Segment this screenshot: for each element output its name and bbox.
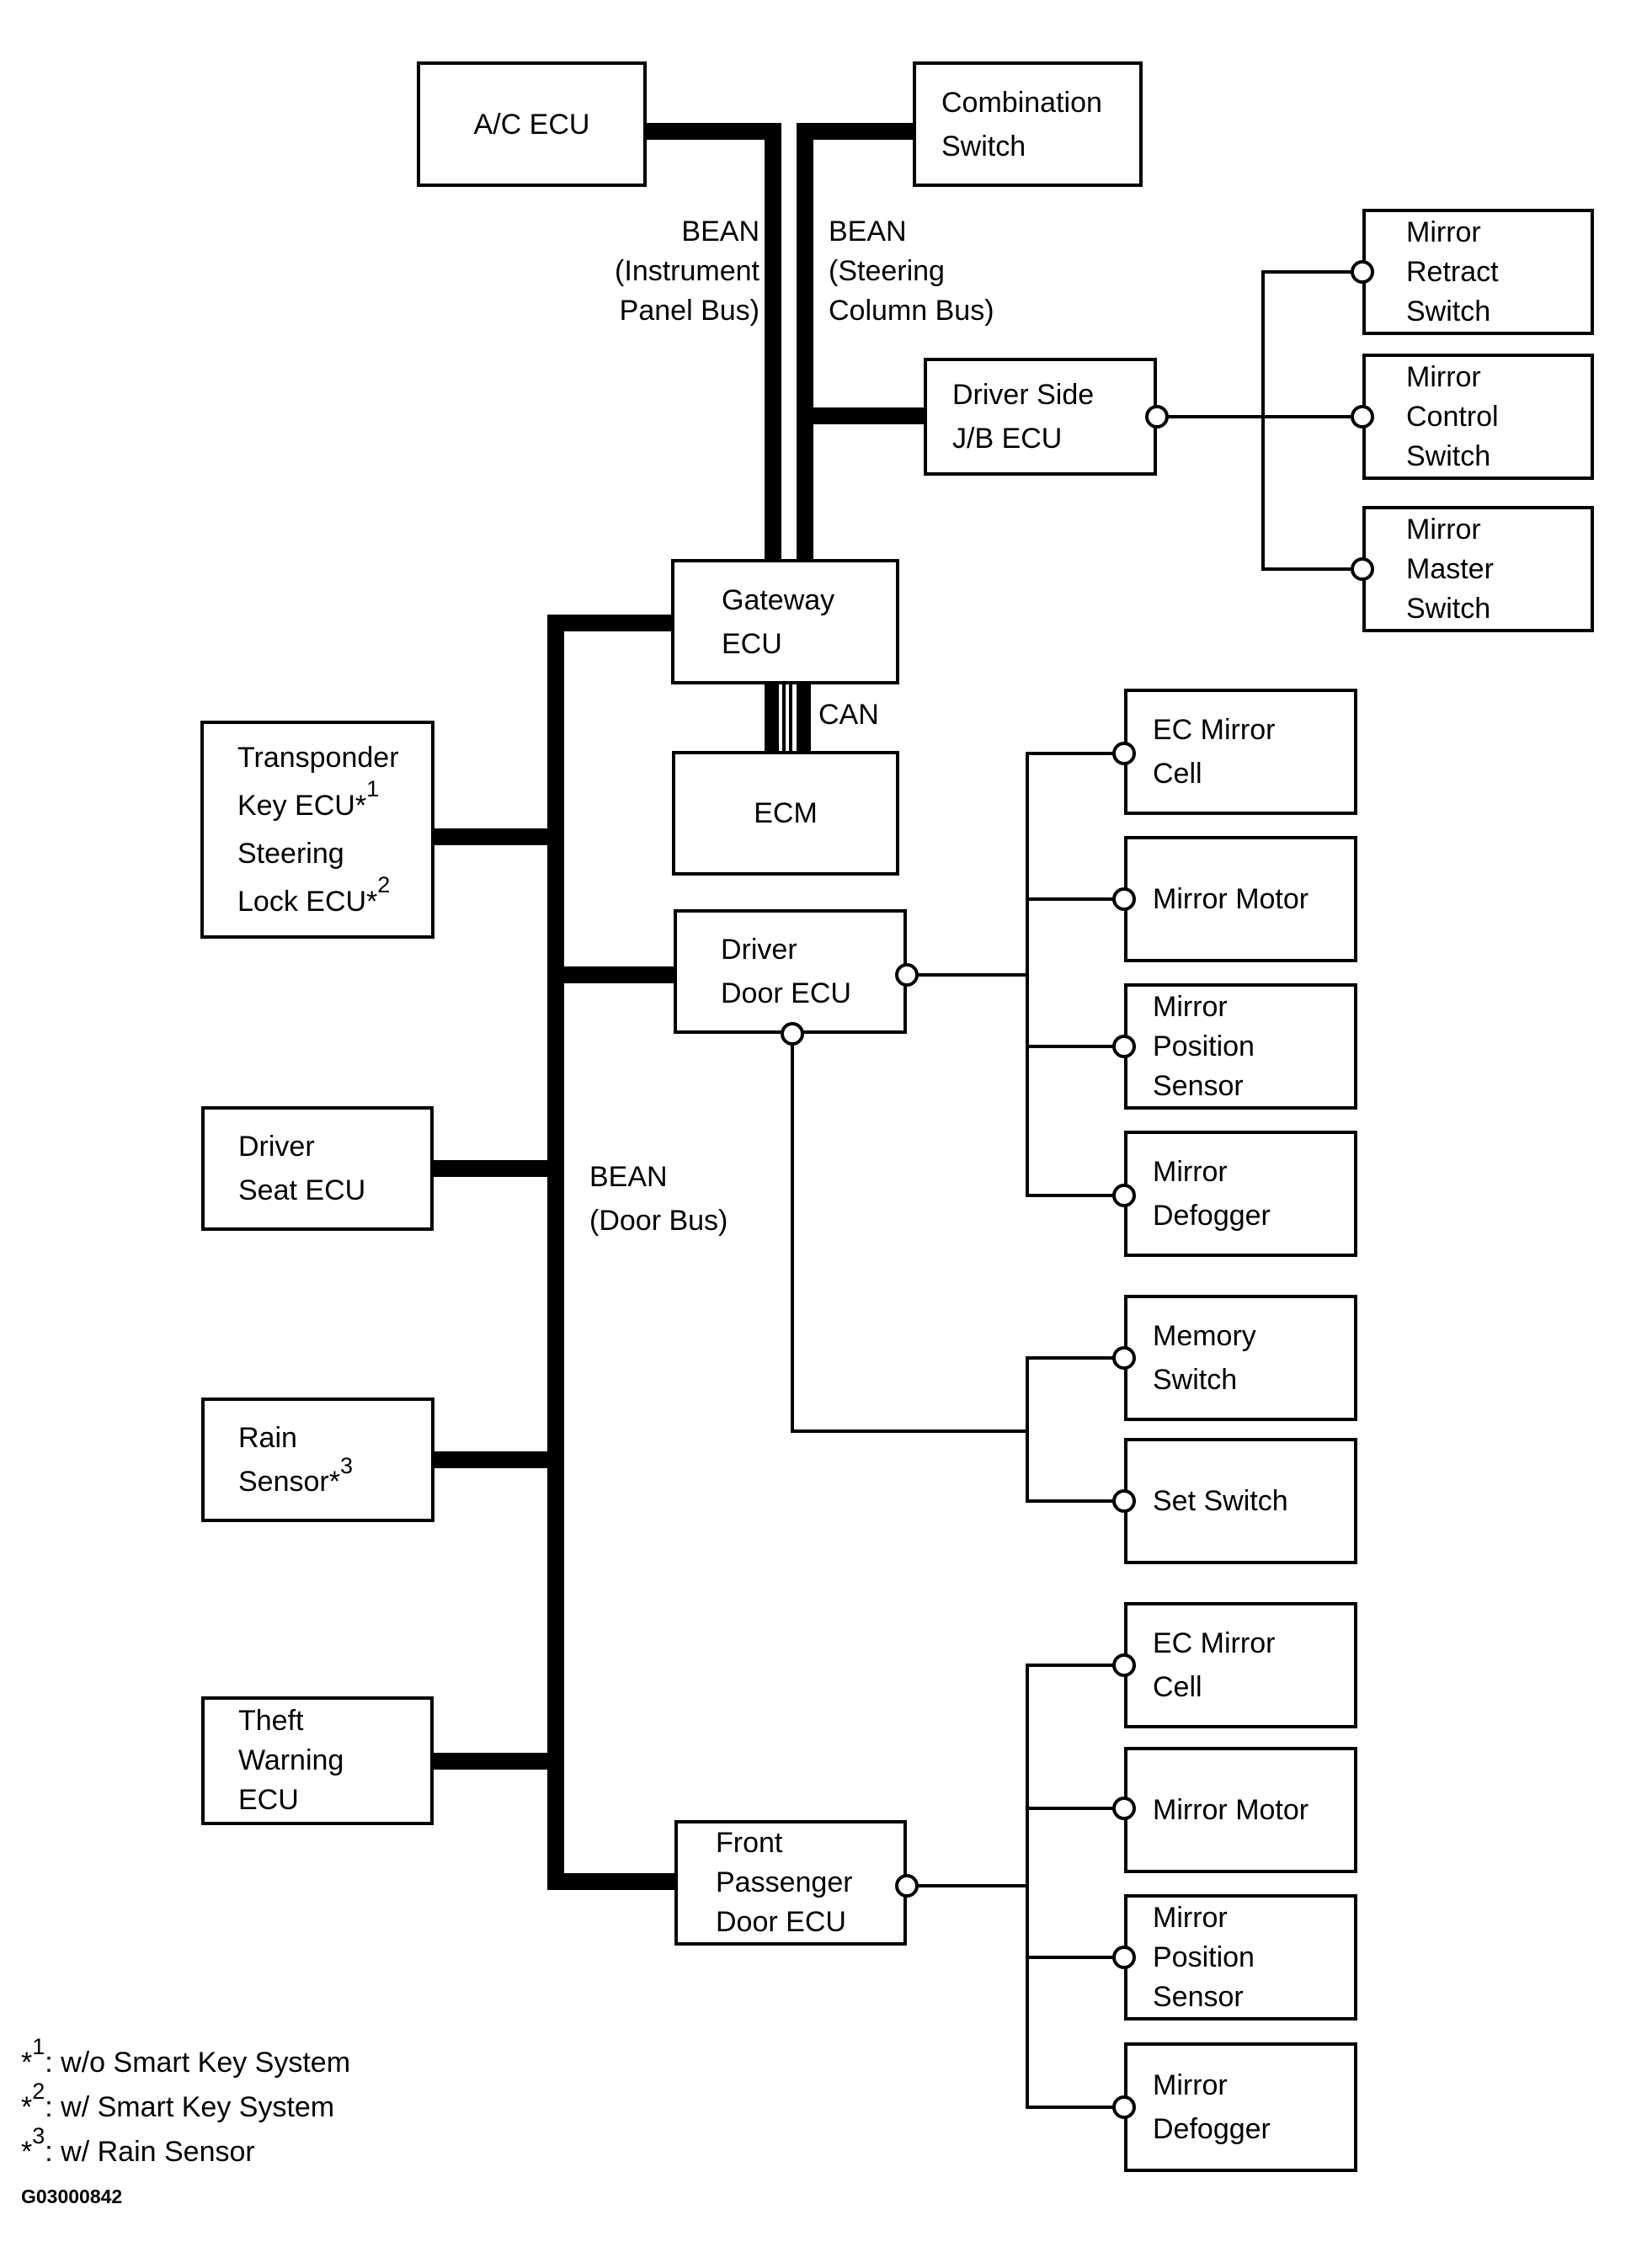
can-bar-right — [797, 684, 811, 751]
link-ac-ecu-bus — [647, 123, 781, 140]
link-driver-side-jb-ecu — [797, 407, 924, 424]
node-front-passenger-door-ecu: Front Passenger Door ECU — [674, 1820, 907, 1946]
connector-driver-door-bottom-icon — [781, 1022, 804, 1046]
can-bar-left — [765, 684, 779, 751]
bus-instrument-panel — [765, 123, 781, 559]
link-driver-seat-ecu — [434, 1160, 547, 1177]
wire-memory-set-horizontal — [791, 1429, 1029, 1433]
node-mirror-control-switch: Mirror Control Switch — [1362, 354, 1594, 480]
connector-mirror-control-icon — [1351, 405, 1374, 429]
bus-steering-column — [797, 123, 813, 559]
wire-fp-stub-ec-mirror-cell — [1026, 1664, 1124, 1667]
node-ecm: ECM — [672, 751, 899, 876]
connector-jb-ecu-icon — [1145, 405, 1169, 429]
footnote-3: *$^3$: w/ Rain Sensor — [21, 2122, 255, 2168]
node-mirror-motor-2: Mirror Motor — [1124, 1747, 1357, 1873]
label-can-bus: CAN — [818, 699, 879, 731]
connector-defogger-2-icon — [1112, 2095, 1136, 2119]
footnote-1: *$^1$: w/o Smart Key System — [21, 2033, 351, 2079]
link-transponder-key-ecu — [434, 828, 547, 845]
footnote-2: *$^2$: w/ Smart Key System — [21, 2078, 335, 2123]
node-mirror-motor-1: Mirror Motor — [1124, 836, 1357, 962]
node-driver-seat-ecu: Driver Seat ECU — [201, 1106, 434, 1231]
label-bean-door-bus: BEAN (Door Bus) — [589, 1161, 728, 1237]
connector-position-sensor-2-icon — [1112, 1946, 1136, 1969]
wire-driver-door-down — [791, 1046, 794, 1433]
wire-driver-door-main — [915, 973, 1029, 977]
connector-memory-switch-icon — [1112, 1346, 1136, 1370]
node-mirror-defogger-2: Mirror Defogger — [1124, 2042, 1357, 2172]
connector-ec-mirror-cell-1-icon — [1112, 742, 1136, 765]
label-bean-instrument-panel-bus: BEAN (Instrument Panel Bus) — [615, 216, 760, 327]
node-mirror-defogger-1: Mirror Defogger — [1124, 1131, 1357, 1257]
wire-fp-stub-defogger — [1026, 2106, 1124, 2109]
connector-mirror-retract-icon — [1351, 260, 1374, 284]
can-wire-2 — [789, 684, 792, 751]
node-gateway-ecu: Gateway ECU — [671, 559, 899, 684]
connector-front-passenger-right-icon — [895, 1874, 919, 1898]
node-driver-door-ecu: Driver Door ECU — [674, 909, 907, 1034]
wire-switch-stub-master — [1261, 567, 1362, 571]
connector-defogger-1-icon — [1112, 1184, 1136, 1207]
link-front-passenger-door-ecu — [547, 1873, 674, 1890]
wire-fp-stub-mirror-motor — [1026, 1807, 1124, 1810]
node-transponder-key-ecu: Transponder Key ECU*$^1$ Steering Lock ECU*$^2$ — [200, 721, 434, 939]
figure-code: G03000842 — [21, 2185, 123, 2207]
link-theft-warning-ecu — [434, 1753, 547, 1770]
connector-set-switch-icon — [1112, 1489, 1136, 1513]
wire-switch-branch — [1261, 270, 1265, 571]
connector-mirror-motor-1-icon — [1112, 887, 1136, 911]
node-memory-switch: Memory Switch — [1124, 1295, 1357, 1421]
node-mirror-position-sensor-2: Mirror Position Sensor — [1124, 1894, 1357, 2020]
label-bean-steering-column-bus: BEAN (Steering Column Bus) — [829, 216, 994, 327]
wire-stub-memory-switch — [1026, 1356, 1124, 1360]
link-gateway-ecu — [547, 615, 671, 631]
wire-switch-stub-retract — [1261, 270, 1362, 274]
wire-front-passenger-main — [915, 1884, 1029, 1887]
can-wire-1 — [782, 684, 786, 751]
connector-position-sensor-1-icon — [1112, 1035, 1136, 1058]
link-combination-switch-bus — [797, 123, 913, 140]
footnotes — [21, 2033, 351, 2175]
node-ec-mirror-cell-2: EC Mirror Cell — [1124, 1602, 1357, 1728]
connector-mirror-master-icon — [1351, 557, 1374, 581]
wire-dd-stub-position-sensor — [1026, 1045, 1124, 1048]
node-rain-sensor: Rain Sensor*$^3$ — [201, 1398, 434, 1522]
connector-driver-door-right-icon — [895, 963, 919, 987]
node-mirror-position-sensor-1: Mirror Position Sensor — [1124, 983, 1357, 1110]
wire-driver-door-branch — [1026, 752, 1029, 1197]
wire-dd-stub-mirror-motor — [1026, 897, 1124, 901]
wire-dd-stub-defogger — [1026, 1194, 1124, 1197]
bus-door — [547, 615, 564, 1890]
node-theft-warning-ecu: Theft Warning ECU — [201, 1696, 434, 1825]
wire-front-passenger-branch — [1026, 1664, 1029, 2109]
node-ac-ecu: A/C ECU — [417, 61, 647, 187]
node-combination-switch: Combination Switch — [913, 61, 1143, 187]
link-driver-door-ecu — [564, 966, 674, 983]
link-rain-sensor — [434, 1451, 547, 1468]
node-mirror-retract-switch: Mirror Retract Switch — [1362, 209, 1594, 335]
connector-ec-mirror-cell-2-icon — [1112, 1653, 1136, 1677]
node-ec-mirror-cell-1: EC Mirror Cell — [1124, 689, 1357, 815]
wire-dd-stub-ec-mirror-cell — [1026, 752, 1124, 755]
wire-memory-set-branch — [1026, 1356, 1029, 1503]
node-mirror-master-switch: Mirror Master Switch — [1362, 506, 1594, 632]
connector-mirror-motor-2-icon — [1112, 1797, 1136, 1820]
wire-fp-stub-position-sensor — [1026, 1956, 1124, 1959]
node-driver-side-jb-ecu: Driver Side J/B ECU — [924, 358, 1157, 476]
wire-stub-set-switch — [1026, 1499, 1124, 1503]
node-set-switch: Set Switch — [1124, 1438, 1357, 1564]
